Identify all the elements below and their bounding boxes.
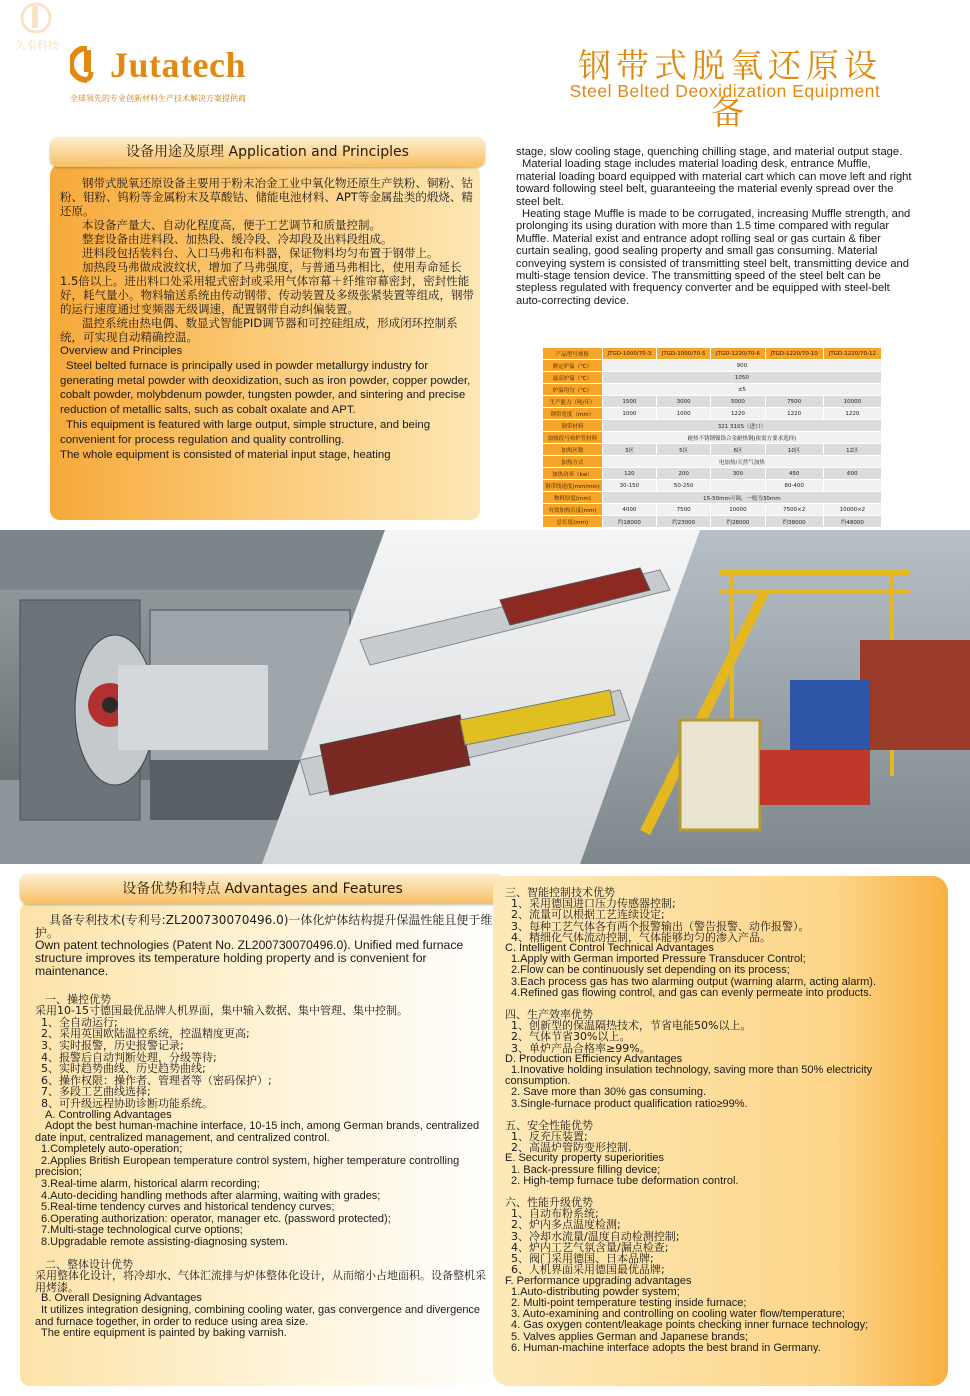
spec-cell — [823, 480, 881, 492]
list-item: 8、可升级远程协助诊断功能系统。 — [41, 1096, 213, 1110]
spec-table-row — [543, 468, 882, 480]
list-item: 3、实时报警，历史报警记录; — [41, 1038, 184, 1052]
list-item: 1.Completely auto-operation; — [41, 1143, 183, 1156]
s6-list-en — [505, 1287, 935, 1354]
list-item: 1、自动布粉系统; — [511, 1207, 599, 1221]
advantages-heading: 设备优势和特点 Advantages and Features — [20, 874, 505, 904]
list-item: 1. Back-pressure filling device; — [511, 1163, 661, 1176]
s5-list-cn — [505, 1131, 935, 1153]
brand-slogan: 全球领先的专业创新材料生产技术解决方案提供商 — [70, 94, 246, 103]
list-item: 5. Valves applies German and Japanese brands; — [511, 1330, 749, 1343]
application-cn-paragraph: 进料段包括装料台、入口马弗和布料器，保证物料均匀布置于钢带上。 — [82, 246, 439, 260]
spec-cell: 电加热/天然气加热 — [602, 456, 881, 468]
s6-title-en: F. Performance upgrading advantages — [505, 1274, 692, 1287]
s2-text-en2: The entire equipment is painted by baking varnish. — [41, 1327, 287, 1340]
list-item: 3. Auto-examining and controlling on cooling water flow/temperature; — [511, 1308, 845, 1321]
application-cn-paragraph: 钢带式脱氧还原设备主要用于粉末冶金工业中氧化物还原生产铁粉、铜粉、钴粉、钼粉、钨粉等金属粉末及草酸钴、储能电池材料、APT等金属盐类的煅烧、精还原。 — [60, 176, 473, 218]
spec-cell: ±5 — [602, 384, 881, 396]
list-item: 4、报警后自动判断处理，分级等待; — [41, 1050, 217, 1064]
patent-en: Own patent technologies (Patent No. ZL200730070496.0). Unified med furnace structure improves its temperature holding property and is convenient for maintenance. — [35, 938, 464, 978]
spec-cell: 约23000 — [657, 516, 711, 528]
list-item: 3、冷却水流量/温度自动检测控制; — [511, 1229, 680, 1243]
spec-cell: 7500×2 — [765, 504, 823, 516]
list-item: 1.Inovative holding insulation technology, saving more than 50% electricity consumption. — [505, 1064, 873, 1088]
spec-row-label: 钢带材料 — [543, 420, 603, 432]
spec-cell: 10000×2 — [823, 504, 881, 516]
spec-row-label: 钢带宽度（mm） — [543, 408, 603, 420]
list-item: 1、全自动运行; — [41, 1015, 118, 1029]
spec-cell: 5000 — [711, 396, 765, 408]
s2-title-en: B. Overall Designing Advantages — [41, 1292, 202, 1305]
principles-continued — [516, 146, 912, 307]
spec-row-label: 总长度(mm) — [543, 516, 603, 528]
application-cn-paragraph: 本设备产量大、自动化程度高，便于工艺调节和质量控制。 — [82, 218, 381, 232]
s5-title-cn: 五、安全性能优势 — [505, 1118, 593, 1132]
list-item: 2、高温炉管防变形控制. — [511, 1141, 632, 1155]
list-item: 5.Real-time tendency curves and historical tendency curves; — [41, 1201, 335, 1214]
s3-title-en: C. Intelligent Control Technical Advantages — [505, 942, 714, 955]
spec-row-label: 物料厚度(mm) — [543, 492, 603, 504]
spec-row-label: 炉温均匀（℃） — [543, 384, 603, 396]
application-heading: 设备用途及原理 Application and Principles — [50, 137, 485, 167]
spec-cell: 120 — [602, 468, 656, 480]
spec-cell: 约28000 — [711, 516, 765, 528]
page-title-cn: 钢带式脱氧还原设备 — [578, 46, 882, 132]
list-item: 2. Multi-point temperature testing inside furnace; — [511, 1296, 747, 1309]
spec-cell: 1220 — [711, 408, 765, 420]
s4-title-cn: 四、生产效率优势 — [505, 1008, 593, 1022]
page-title-en: Steel Belted Deoxidization Equipment — [569, 81, 881, 101]
principles-paragraph: stage, slow cooling stage, quenching chilling stage, and material output stage. — [516, 146, 903, 158]
spec-cell: 450 — [765, 468, 823, 480]
s5-list-en — [505, 1165, 935, 1187]
list-item: 6、人机界面采用德国最优品牌; — [511, 1263, 665, 1277]
spec-cell: 15-50mm可调，一般为30mm — [602, 492, 881, 504]
list-item: 4、炉内工艺气氛含量/漏点检查; — [511, 1240, 669, 1254]
s2-text-en: It utilizes integration designing, combining cooling water, gas convergence and divergence and furnace together, in order to reduce using area size. — [35, 1304, 481, 1328]
list-item: 6、操作权限：操作者、管理者等（密码保护）; — [41, 1073, 272, 1087]
list-item: 1.Apply with German imported Pressure Transducer Control; — [511, 953, 806, 966]
principles-paragraph: Material loading stage includes material loading desk, entrance Muffle, material loading board equipped with material cart which can move left and right toward following steel belt, guaranteeing the material evenly spread over the steel belt. — [516, 158, 912, 208]
application-cn-paragraph: 整套设备由进料段、加热段、缓冷段、冷却段及出料段组成。 — [82, 232, 393, 246]
spec-cell: 1500 — [602, 396, 656, 408]
s3-title-cn: 三、智能控制技术优势 — [505, 886, 615, 899]
list-item: 2. Save more than 30% gas consuming. — [511, 1086, 707, 1099]
list-item: 2、采用英国欧陆温控系统，控温精度更高; — [41, 1027, 250, 1041]
spec-cell: 5区 — [657, 444, 711, 456]
spec-cell: 约48000 — [823, 516, 881, 528]
list-item: 4、精细化气体流动控制，气体能够均匀的渗入产品。 — [511, 930, 771, 944]
spec-cell: 50-250 — [657, 480, 711, 492]
list-item: 1.Auto-distributing powder system; — [511, 1285, 680, 1298]
spec-row-label: 加热段马弗炉管材料 — [543, 432, 603, 444]
list-item: 5、实时趋势曲线、历史趋势曲线; — [41, 1062, 206, 1076]
spec-cell: 7500 — [765, 396, 823, 408]
list-item: 7、多段工艺曲线选择; — [41, 1085, 151, 1099]
s1-intro-en: Adopt the best human-machine interface, 10-15 inch, among German brands, centralized date input, centralized management, and centralized control. — [35, 1120, 480, 1144]
spec-cell: 1220 — [765, 408, 823, 420]
list-item: 3、每种工艺气体各有两个报警输出（警告报警、动作报警）。 — [511, 919, 810, 933]
spec-table — [542, 347, 882, 528]
list-item: 1、反充压装置; — [511, 1130, 588, 1144]
list-item: 2、气体节省30%以上。 — [511, 1030, 631, 1044]
advantages-right-text — [505, 887, 935, 1354]
spec-row-label: 生产能力（吨/年） — [543, 396, 603, 408]
list-item: 1、创新型的保温隔热技术，节省电能50%以上。 — [511, 1019, 752, 1033]
list-item: 3.Real-time alarm, historical alarm recording; — [41, 1178, 260, 1191]
spec-row-label: 加热方式 — [543, 456, 603, 468]
spec-cell: 耐热不锈钢镍铬合金耐热钢(依需方要求选择) — [602, 432, 881, 444]
spec-row-label: 加热区数 — [543, 444, 603, 456]
list-item: 2.Flow can be continuously set depending on its process; — [511, 964, 790, 977]
spec-table-row — [543, 516, 882, 528]
spec-cell: 1000 — [657, 408, 711, 420]
s3-list-cn — [505, 898, 935, 943]
spec-cell: 10000 — [711, 504, 765, 516]
application-en-paragraph: The whole equipment is consisted of material input stage, heating — [60, 448, 391, 461]
s1-intro-cn: 采用10-15寸德国最优品牌人机界面，集中输入数据、集中管理、集中控制。 — [35, 1004, 408, 1018]
spec-cell: 12区 — [823, 444, 881, 456]
application-en-heading: Overview and Principles — [60, 345, 183, 357]
application-cn-paragraph: 温控系统由热电偶、数显式智能PID调节器和可控硅组成，形成闭环控制系统，可实现自动精确控温。 — [60, 316, 458, 344]
list-item: 2. High-temp furnace tube deformation control. — [511, 1174, 739, 1187]
brand-name: Jutatech — [110, 45, 246, 85]
list-item: 5、阀门采用德国、日本品牌; — [511, 1252, 654, 1266]
principles-paragraph: Heating stage Muffle is made to be corrugated, increasing Muffle strength, and prolonging its using duration with more than 1.5 time compared with regular Muffle. Material exist and entrance adopt rolling seal or gas curtain & fiber curtain sealing, good sealing property and small gas consuming. Material conveying system is consisted of transmitting steel belt, transmitting device and multi-stage tension device. The transmitting speed of the steel belt can be stepless regulated with frequency converter and be equipped with steel-belt auto-correcting device. — [516, 208, 911, 307]
s1-title-en: A. Controlling Advantages — [45, 1108, 172, 1121]
spec-table-row — [543, 456, 882, 468]
spec-cell: 1000 — [602, 408, 656, 420]
spec-table-row — [543, 420, 882, 432]
spec-cell — [711, 480, 765, 492]
s6-title-cn: 六、性能升级优势 — [505, 1196, 593, 1210]
list-item: 1、采用德国进口压力传感器控制; — [511, 897, 676, 911]
s6-list-cn — [505, 1208, 935, 1275]
spec-row-label: 最高炉温（℃） — [543, 372, 603, 384]
spec-cell: 200 — [657, 468, 711, 480]
list-item: 3.Single-furnace product qualification ratio≥99%. — [511, 1097, 748, 1110]
list-item: 2.Applies British European temperature control system, higher temperature controlling precision; — [35, 1154, 460, 1179]
spec-header-cell: JTGD-1220/70-12 — [823, 348, 881, 360]
s4-list-cn — [505, 1020, 935, 1054]
spec-row-label: 钢带线速度(mm/min) — [543, 480, 603, 492]
spec-cell: 30-150 — [602, 480, 656, 492]
spec-cell: 1050 — [602, 372, 881, 384]
spec-table-row — [543, 444, 882, 456]
spec-table-row — [543, 396, 882, 408]
spec-header-cell: 产品型号规格 — [543, 348, 603, 360]
s5-title-en: E. Security property superiorities — [505, 1152, 664, 1165]
spec-cell: 4000 — [602, 504, 656, 516]
spec-cell: 80-400 — [765, 480, 823, 492]
equipment-photos — [0, 530, 970, 864]
spec-cell: 600 — [823, 468, 881, 480]
spec-cell: 约18000 — [602, 516, 656, 528]
application-cn-paragraph: 加热段马弗做成波纹状，增加了马弗强度，与普通马弗相比，使用寿命延长1.5倍以上。进出料口处采用辊式密封或采用气体帘幕＋纤维帘幕密封，密封性能好，耗气量小。物料输送系统由传动钢带、传动装置及多级张紧装置等组成，钢带的运行速度通过变频器无级调速，配置钢带自动纠偏装置。 — [60, 260, 474, 316]
spec-cell: 1220 — [823, 408, 881, 420]
s1-list-en — [35, 1144, 495, 1248]
spec-cell: 321 310S（进口） — [602, 420, 881, 432]
spec-header-cell: JTGD-1220/70-6 — [711, 348, 765, 360]
list-item: 4. Gas oxygen content/leakage points checking inner furnace technology; — [511, 1319, 869, 1332]
s2-text-cn: 采用整体化设计，将冷却水、气体汇流排与炉体整体化设计，从而缩小占地面积。设备整机采用烤漆。 — [35, 1269, 486, 1294]
spec-table-row — [543, 372, 882, 384]
spec-table-row — [543, 408, 882, 420]
spec-table-row — [543, 504, 882, 516]
advantages-left-text — [35, 914, 495, 1340]
spec-cell: 300 — [711, 468, 765, 480]
list-item: 4.Auto-deciding handling methods after alarming, waiting with grades; — [41, 1189, 381, 1202]
list-item: 6. Human-machine interface adopts the best brand in Germany. — [511, 1341, 821, 1354]
list-item: 3、单炉产品合格率≥99%。 — [511, 1041, 651, 1055]
list-item: 8.Upgradable remote assisting-diagnosing system. — [41, 1236, 289, 1249]
list-item: 2、流量可以根据工艺连续设定; — [511, 908, 665, 922]
spec-cell: 3区 — [602, 444, 656, 456]
s4-title-en: D. Production Efficiency Advantages — [505, 1052, 683, 1065]
s1-list-cn — [35, 1017, 495, 1110]
list-item: 4.Refined gas flowing control, and gas can evenly permeate into products. — [511, 986, 872, 999]
spec-header-cell: JTGD-1000/70-5 — [657, 348, 711, 360]
application-en-paragraph: Steel belted furnace is principally used in powder metallurgy industry for generating metal powder with deoxidization, such as iron powder, copper powder, cobalt powder, molybdenum powder, tungsten powder, and sintering and precise reduction of metallic salts, such as cobalt oxalate and APT. — [60, 359, 471, 417]
spec-table-header — [543, 348, 882, 360]
s4-list-en — [505, 1065, 935, 1110]
s1-title-cn: 一、操控优势 — [45, 992, 111, 1006]
logo-icon — [70, 46, 104, 84]
spec-row-label: 有效加热长度(mm) — [543, 504, 603, 516]
spec-table-row — [543, 432, 882, 444]
spec-table-row — [543, 360, 882, 372]
spec-cell: 6区 — [711, 444, 765, 456]
list-item: 3.Each process gas has two alarming output (warning alarm, acting alarm). — [511, 975, 877, 988]
svg-text:久泰科技: 久泰科技 — [15, 39, 59, 52]
s3-list-en — [505, 954, 935, 999]
spec-cell: 900 — [602, 360, 881, 372]
spec-cell: 约38000 — [765, 516, 823, 528]
list-item: 6.Operating authorization: operator, manager etc. (password protected); — [41, 1212, 391, 1225]
application-text — [60, 176, 478, 462]
spec-header-cell: JTGD-1000/70-3 — [602, 348, 656, 360]
list-item: 2、炉内多点温度检测; — [511, 1218, 621, 1232]
spec-header-cell: JTGD-1220/70-10 — [765, 348, 823, 360]
watermark-logo — [2, 0, 72, 52]
spec-row-label: 额定炉温（℃） — [543, 360, 603, 372]
spec-table-row — [543, 492, 882, 504]
patent-cn: 具备专利技术(专利号:ZL200730070496.0)一体化炉体结构提升保温性能且便于维护。 — [35, 913, 493, 940]
spec-cell: 10000 — [823, 396, 881, 408]
spec-cell: 10区 — [765, 444, 823, 456]
spec-cell: 7500 — [657, 504, 711, 516]
spec-table-row — [543, 384, 882, 396]
application-en-paragraph: This equipment is featured with large output, simple structure, and being convenient for process regulation and quality controlling. — [60, 418, 431, 446]
s2-title-cn: 二、整体设计优势 — [45, 1257, 133, 1271]
spec-cell: 3000 — [657, 396, 711, 408]
spec-table-row — [543, 480, 882, 492]
list-item: 7.Multi-stage technological curve options; — [41, 1224, 243, 1237]
spec-row-label: 加热功率（kw） — [543, 468, 603, 480]
